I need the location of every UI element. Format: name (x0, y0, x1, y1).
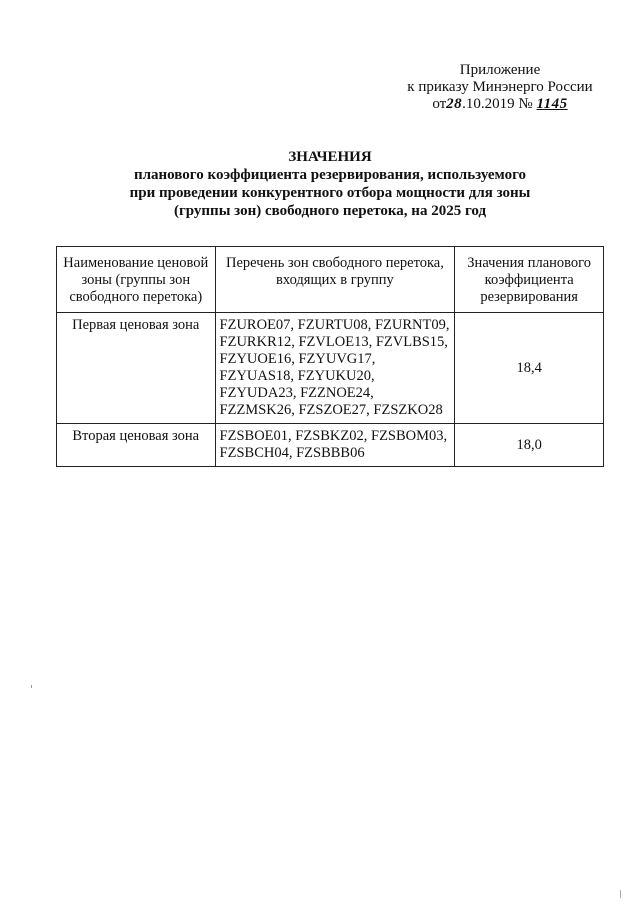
date-prefix: от (432, 96, 447, 112)
handwritten-order-number: 1145 (536, 96, 568, 112)
zone-list-cell: FZSBOE01, FZSBKZ02, FZSBOM03, FZSBCH04, FZSBBB06 (215, 424, 455, 467)
table-row (57, 313, 604, 424)
title-heading: ЗНАЧЕНИЯ (288, 149, 372, 165)
annex-header (380, 62, 620, 113)
annex-order-ref: к приказу Минэнерго России (407, 79, 593, 95)
annex-date-line (380, 96, 620, 113)
title-line-1: планового коэффициента резервирования, используемого (133, 167, 527, 183)
coefficient-cell: 18,0 (455, 424, 604, 467)
zone-name-cell: Вторая ценовая зона (57, 424, 216, 467)
title-line-2: при проведении конкурентного отбора мощности для зоны (129, 185, 531, 201)
header-zone-name: Наименование ценовой зоны (группы зон свободного перетока) (57, 247, 216, 313)
date-rest: .10.2019 № (462, 96, 533, 112)
zone-name-cell: Первая ценовая зона (57, 313, 216, 424)
handwritten-day: 28 (446, 96, 463, 112)
document-title (80, 148, 580, 220)
zone-list-cell: FZUROE07, FZURTU08, FZURNT09, FZURKR12, FZVLOE13, FZVLBS15, FZYUOE16, FZYUVG17, FZYUAS18, FZYUKU20, FZYUDA23, FZZNOE24, FZZMSK26, FZSZOE27, FZSZKO28 (215, 313, 455, 424)
header-zone-list: Перечень зон свободного перетока, входящих в группу (215, 247, 455, 313)
table-header-row (57, 247, 604, 313)
title-line-3: (группы зон) свободного перетока, на 2025 год (173, 203, 487, 219)
annex-title: Приложение (459, 62, 541, 78)
reserve-coefficient-table (56, 246, 604, 467)
header-coefficient: Значения планового коэффициента резервирования (455, 247, 604, 313)
scan-artifact (31, 685, 32, 688)
table-row (57, 424, 604, 467)
coefficient-cell: 18,4 (455, 313, 604, 424)
scan-artifact (620, 890, 621, 898)
